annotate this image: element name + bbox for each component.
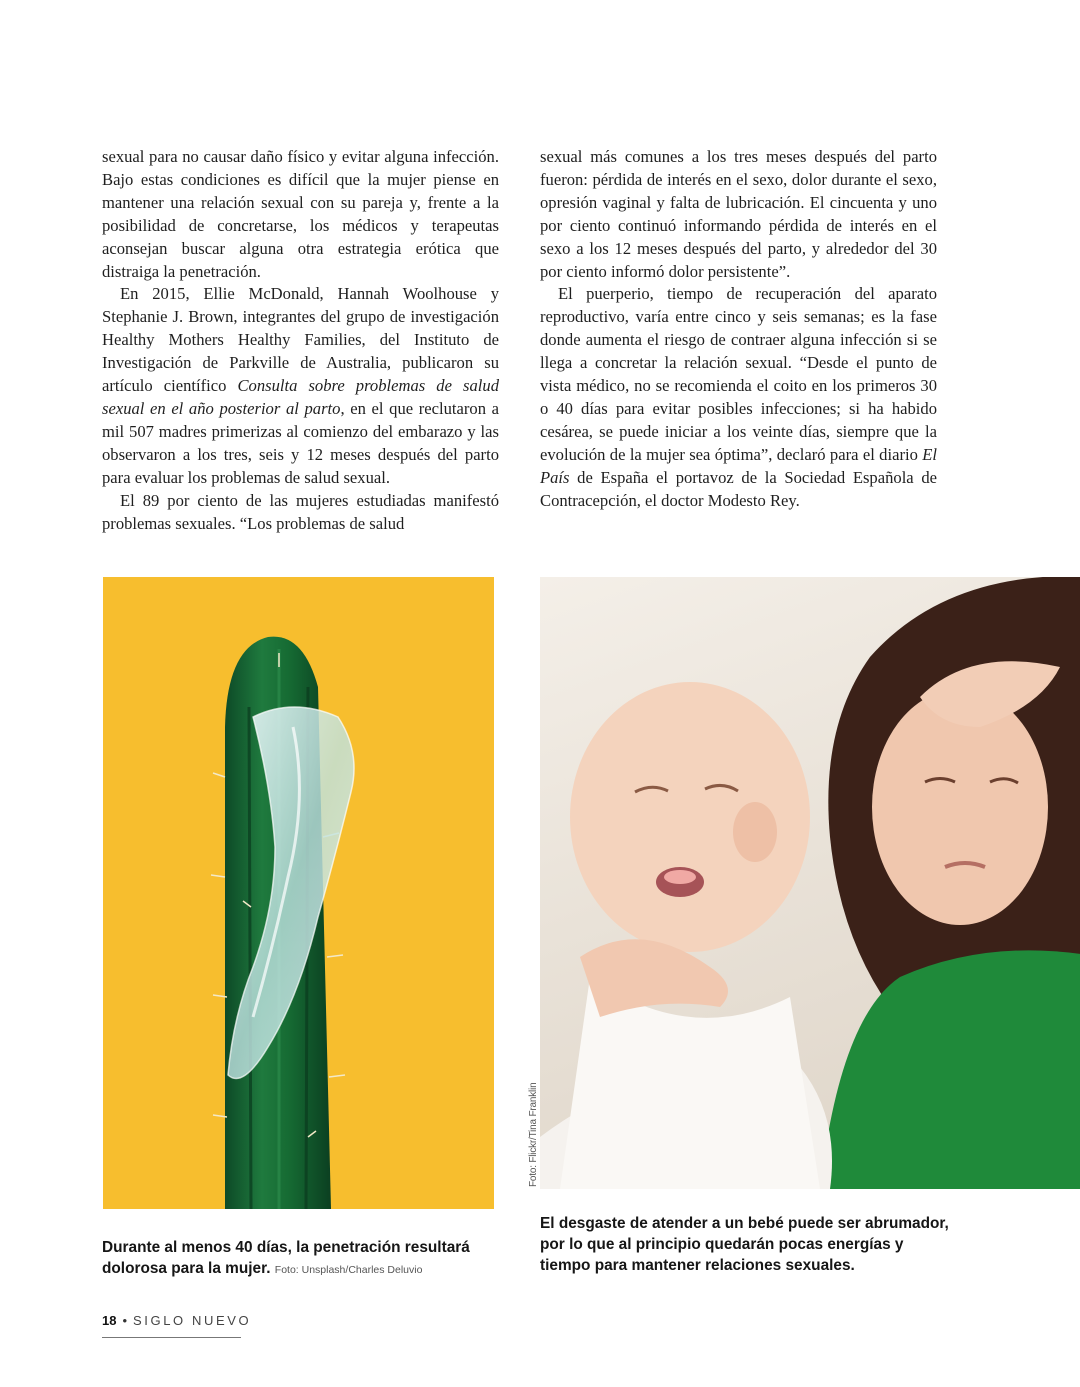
paragraph: [540, 283, 937, 512]
magazine-name: SIGLO NUEVO: [133, 1313, 252, 1328]
article-column-right: [540, 146, 937, 513]
caption-text: Durante al menos 40 días, la penetración resultará dolorosa para la mujer.: [102, 1239, 470, 1277]
paragraph-text: , en el que reclutaron a mil 507 madres primerizas al comienzo del embarazo y las observaron a los tres, seis y 12 meses después del parto para evaluar los problemas de salud sexual.: [102, 398, 499, 487]
photo-credit: Foto: Unsplash/Charles Deluvio: [274, 1264, 423, 1276]
page-footer: [102, 1313, 251, 1328]
paragraph: sexual más comunes a los tres meses después del parto fueron: pérdida de interés en el sexo, dolor durante el sexo, opresión vaginal y falta de lubricación. El cincuenta y uno por ciento continuó informando pérdida de interés en el sexo a los 12 meses después del parto, y alrededor del 30 por ciento informó dolor persistente”.: [540, 147, 937, 281]
paragraph: sexual para no causar daño físico y evitar alguna infección. Bajo estas condiciones es difícil que la mujer piense en mantener una relación sexual con su pareja y, frente a la posibilidad de concretarse, los médicos y terapeutas aconsejan buscar alguna otra estrategia erótica que distraiga la penetración.: [102, 147, 499, 281]
paragraph-text: de España el portavoz de la Sociedad Española de Contracepción, el doctor Modesto Rey.: [540, 467, 937, 510]
photo-credit-vertical: Foto: Flickr/Tina Franklin: [528, 1082, 539, 1187]
paragraph-text: En 2015, Ellie McDonald, Hannah Woolhouse y Stephanie J. Brown, integrantes del grupo de investigación Healthy Mothers Healthy Families, del Instituto de Investigación de Parkville de Australia, publicaron su artículo científico: [102, 284, 499, 396]
caption-cactus: [102, 1237, 502, 1281]
mother-baby-photo: [540, 577, 1080, 1189]
paragraph: El 89 por ciento de las mujeres estudiadas manifestó problemas sexuales. “Los problemas de salud: [102, 490, 499, 533]
cactus-with-condom-illustration: [103, 577, 494, 1209]
caption-mother: [540, 1213, 950, 1276]
caption-text: El desgaste de atender a un bebé puede ser abrumador, por lo que al principio quedarán pocas energías y tiempo para mantener relaciones sexuales.: [540, 1215, 949, 1274]
article-title-reference: Consulta sobre problemas de salud sexual en el año posterior al parto: [102, 376, 499, 418]
paragraph: [102, 283, 499, 489]
footer-separator: •: [122, 1313, 128, 1328]
cactus-photo: [103, 577, 494, 1209]
paragraph-text: El puerperio, tiempo de recuperación del aparato reproductivo, varía entre cinco y seis semanas; es la fase donde aumenta el riesgo de contraer alguna infección si se llega a concretar la relación sexual. “Desde el punto de vista médico, no se recomienda el coito en los primeros 30 o 40 días para evitar posibles infecciones; si ha habido cesárea, se puede iniciar a los veinte días, siempre que la evolución de la mujer sea óptima”, declaró para el diario: [540, 284, 937, 464]
article-column-left: [102, 146, 499, 535]
mother-and-crying-baby-illustration: [540, 577, 1080, 1189]
footer-divider: [102, 1337, 241, 1338]
page-number: 18: [102, 1313, 117, 1328]
newspaper-name: El País: [540, 444, 937, 487]
